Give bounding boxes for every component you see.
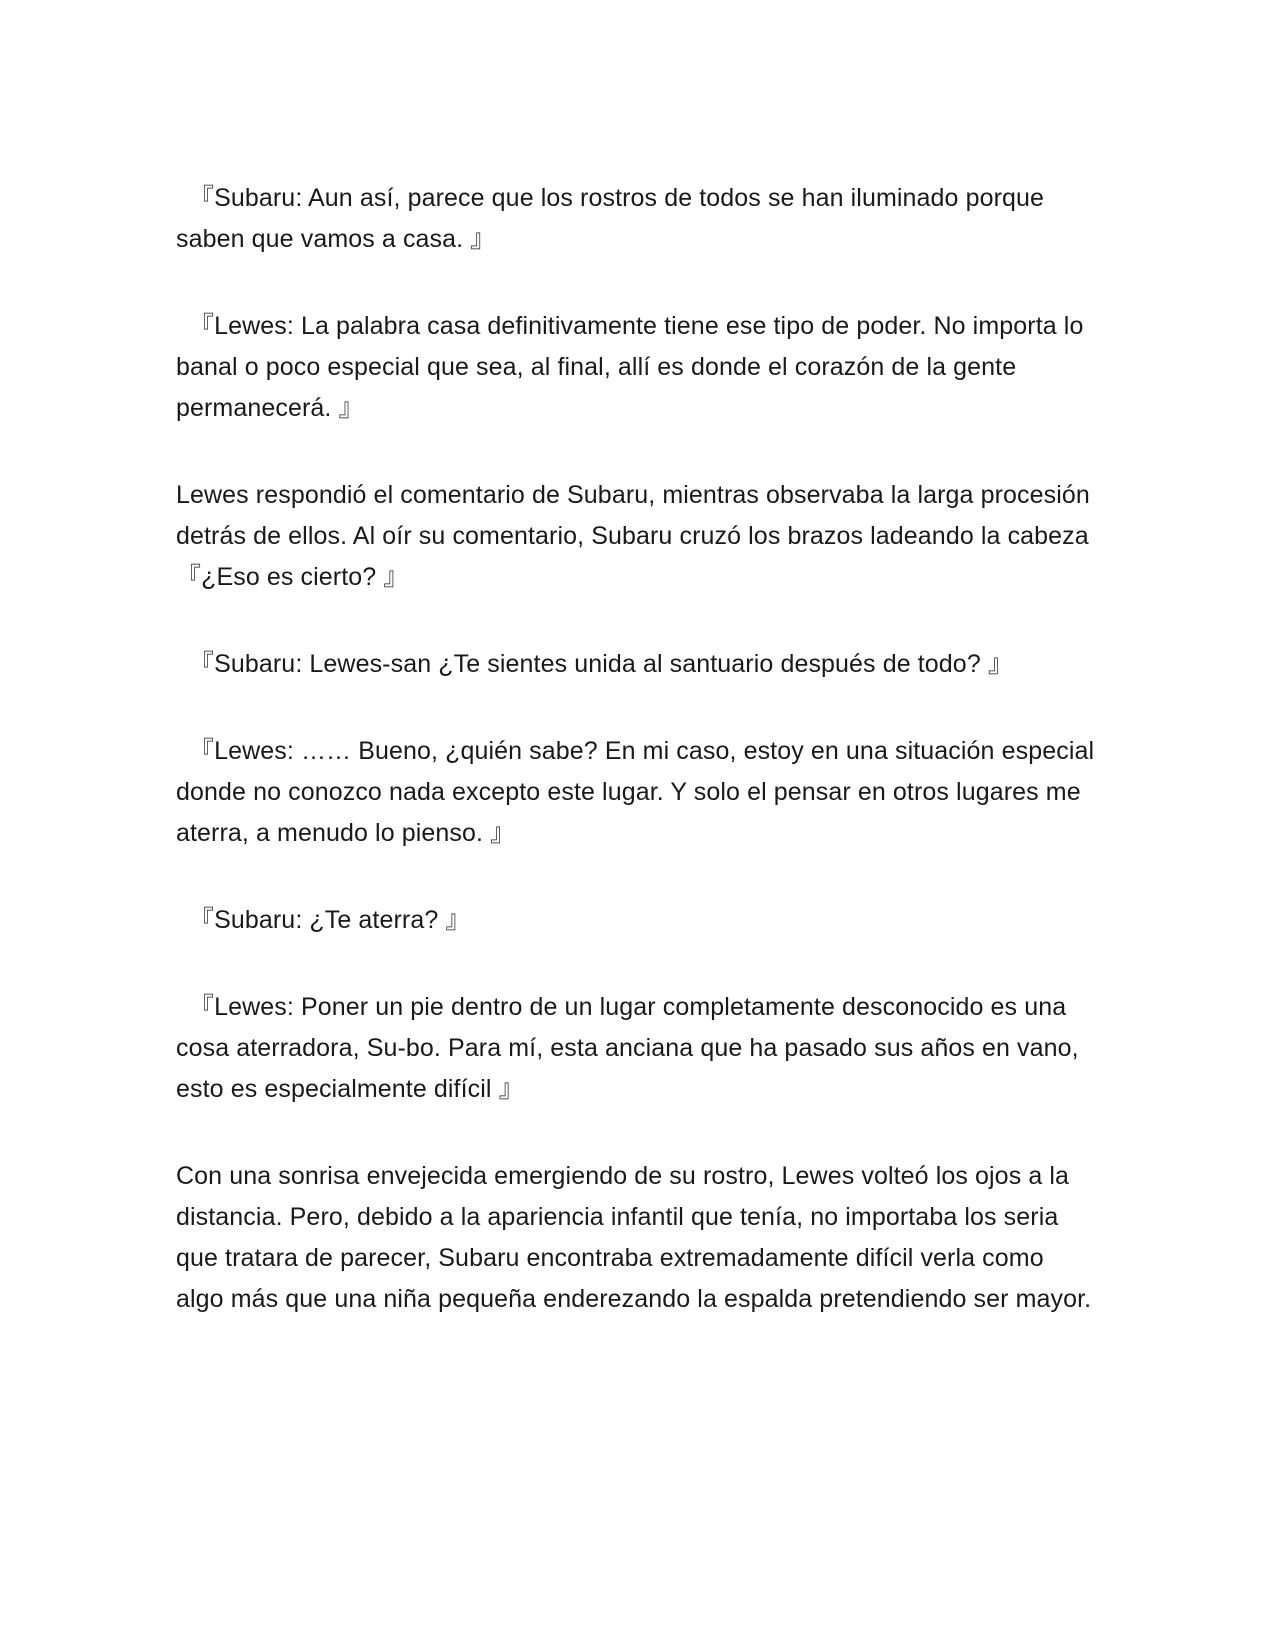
narration-paragraph: Con una sonrisa envejecida emergiendo de su rostro, Lewes volteó los ojos a la distancia. Pero, debido a la apariencia infantil que tenía, no importaba los seria que tratara de parecer, Subaru encontraba extremadamente difícil verla como algo más que una niña pequeña enderezando la espalda pretendiendo ser mayor.: [176, 1162, 1092, 1313]
dialogue-paragraph: 『Lewes: …… Bueno, ¿quién sabe? En mi caso, estoy en una situación especial donde no conozco nada excepto este lugar. Y solo el pensar en otros lugares me aterra, a menudo lo pienso. 』: [176, 737, 1095, 847]
dialogue-paragraph: 『Subaru: ¿Te aterra? 』: [189, 906, 471, 934]
dialogue-paragraph: 『Lewes: Poner un pie dentro de un lugar completamente desconocido es una cosa aterradora, Su-bo. Para mí, esta anciana que ha pasado sus años en vano, esto es especialmente difícil 』: [176, 993, 1079, 1103]
dialogue-paragraph: 『Subaru: Aun así, parece que los rostros de todos se han iluminado porque saben que vamos a casa. 』: [176, 184, 1045, 253]
dialogue-paragraph: 『Lewes: La palabra casa definitivamente tiene ese tipo de poder. No importa lo banal o poco especial que sea, al final, allí es donde el corazón de la gente permanecerá. 』: [176, 312, 1084, 422]
narration-paragraph: Lewes respondió el comentario de Subaru, mientras observaba la larga procesión detrás de ellos. Al oír su comentario, Subaru cruzó los brazos ladeando la cabeza 『¿Eso es cierto? 』: [176, 481, 1090, 591]
dialogue-paragraph: 『Subaru: Lewes-san ¿Te sientes unida al santuario después de todo? 』: [189, 650, 1013, 678]
page-content: [176, 178, 1096, 1366]
